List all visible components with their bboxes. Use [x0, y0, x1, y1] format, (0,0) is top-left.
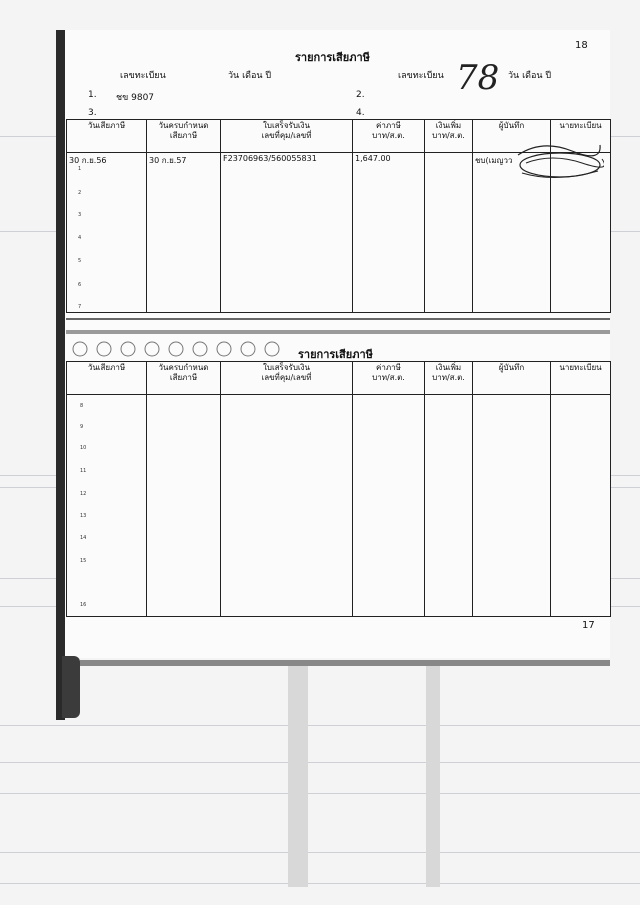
row-number: 16: [80, 602, 87, 608]
entry-value: ชข 9807: [116, 93, 155, 103]
row-number: 7: [78, 304, 82, 310]
entry-num: 2.: [356, 90, 365, 100]
row-number: 15: [80, 558, 87, 564]
cell-due-date: 30 ก.ย.57: [147, 153, 221, 313]
signature-stamp: [512, 133, 604, 185]
cell-recorder: ชบ(เมญวว: [473, 153, 551, 313]
date-label-right: วัน เดือน ปี: [508, 71, 552, 81]
scan-smear: [426, 662, 440, 887]
page-edge-shadow: [80, 660, 610, 666]
page-number-upper: 18: [575, 40, 588, 51]
cell-surcharge: [425, 153, 473, 313]
lower-tax-table: [66, 361, 611, 617]
binding-clip: [62, 656, 80, 718]
cell-tax-date: [67, 395, 147, 617]
entry-num: 1.: [88, 90, 97, 100]
cell-due-date: [147, 395, 221, 617]
row-number: 6: [78, 282, 82, 288]
cell-receipt: [221, 395, 353, 617]
col-header-recorder: ผู้บันทึก: [473, 120, 551, 153]
col-header-recorder: ผู้บันทึก: [473, 362, 551, 395]
row-number: 9: [80, 424, 84, 430]
col-header-surcharge: เงินเพิ่ม บาท/ส.ต.: [425, 362, 473, 395]
cell-recorder: [473, 395, 551, 617]
seal-border-pattern: [70, 340, 280, 358]
reg-label-right: เลขทะเบียน: [398, 71, 444, 81]
entry-num: 3.: [88, 108, 97, 118]
scan-smear: [288, 662, 308, 887]
date-label-left: วัน เดือน ปี: [228, 71, 272, 81]
row-number: 13: [80, 513, 87, 519]
col-header-tax-amount: ค่าภาษี บาท/ส.ต.: [353, 120, 425, 153]
row-number: 3: [78, 212, 82, 218]
row-number: 4: [78, 235, 82, 241]
row-number: 8: [80, 403, 84, 409]
col-header-receipt: ใบเสร็จรับเงิน เลขที่คุม/เลขที่: [221, 120, 353, 153]
col-header-tax-date: วันเสียภาษี: [67, 120, 147, 153]
entry-num: 4.: [356, 108, 365, 118]
cell-receipt: F23706963/560055831: [221, 153, 353, 313]
table-row: [67, 395, 611, 617]
cell-tax-date: 30 ก.ย.56: [67, 153, 147, 313]
reg-label-left: เลขทะเบียน: [120, 71, 166, 81]
col-header-due-date: วันครบกำหนด เสียภาษี: [147, 362, 221, 395]
col-header-surcharge: เงินเพิ่ม บาท/ส.ต.: [425, 120, 473, 153]
row-number: 14: [80, 535, 87, 541]
col-header-registrar: นายทะเบียน: [551, 120, 611, 153]
row-number: 1: [78, 166, 82, 172]
col-header-registrar: นายทะเบียน: [551, 362, 611, 395]
form-separator: [66, 330, 610, 334]
row-number: 2: [78, 190, 82, 196]
lower-title: รายการเสียภาษี: [298, 348, 373, 361]
row-number: 10: [80, 445, 87, 451]
row-number: 11: [80, 468, 87, 474]
col-header-due-date: วันครบกำหนด เสียภาษี: [147, 120, 221, 153]
row-number: 12: [80, 491, 87, 497]
row-number: 5: [78, 258, 82, 264]
handwritten-number: 78: [456, 58, 500, 98]
cell-surcharge: [425, 395, 473, 617]
page-number-lower: 17: [582, 620, 595, 631]
binding-spine: [56, 30, 65, 720]
form-separator: [66, 318, 610, 320]
table-header-row: [67, 362, 611, 395]
cell-tax-amount: 1,647.00: [353, 153, 425, 313]
upper-title: รายการเสียภาษี: [295, 51, 370, 64]
col-header-receipt: ใบเสร็จรับเงิน เลขที่คุม/เลขที่: [221, 362, 353, 395]
cell-registrar: [551, 395, 611, 617]
col-header-tax-amount: ค่าภาษี บาท/ส.ต.: [353, 362, 425, 395]
cell-tax-amount: [353, 395, 425, 617]
col-header-tax-date: วันเสียภาษี: [67, 362, 147, 395]
